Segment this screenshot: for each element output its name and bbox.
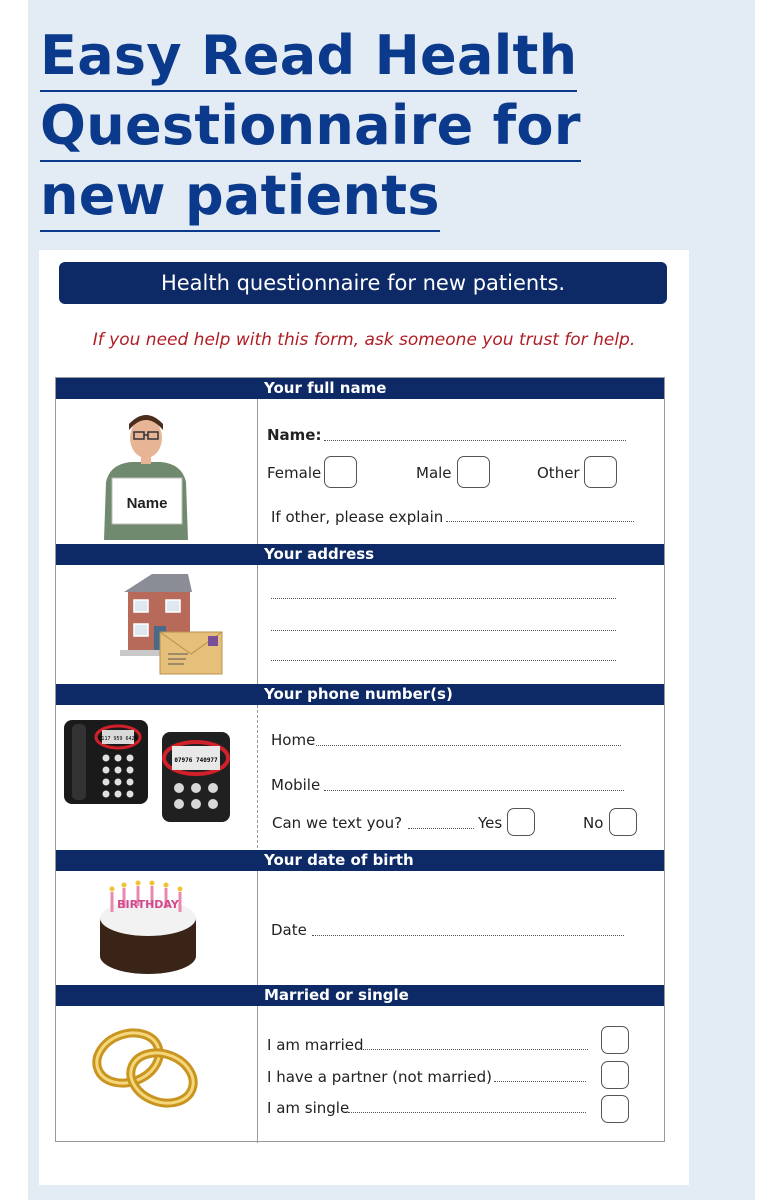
partner-checkbox[interactable] <box>601 1061 629 1089</box>
section-title-address: Your address <box>264 545 375 563</box>
column-divider <box>257 565 258 684</box>
mobile-phone-input-line[interactable] <box>324 790 624 791</box>
cake-text: BIRTHDAY <box>117 898 179 911</box>
section-header-name <box>56 378 664 399</box>
text-no-checkbox[interactable] <box>609 808 637 836</box>
text-no-label: No <box>583 814 604 832</box>
text-question-label: Can we text you? <box>272 814 403 832</box>
title-line-2: Questionnaire for <box>40 92 581 162</box>
address-line-3[interactable] <box>271 660 616 661</box>
married-label: I am married <box>267 1036 364 1054</box>
section-header-marital <box>56 985 664 1006</box>
date-label: Date <box>271 921 307 939</box>
landline-screen-text: 0117 959 6426 <box>98 736 138 742</box>
column-divider <box>257 399 258 544</box>
questionnaire-image <box>39 250 689 1185</box>
column-divider <box>257 705 258 848</box>
section-header-phone <box>56 684 664 705</box>
text-question-leader <box>408 828 474 829</box>
other-label: Other <box>537 464 580 482</box>
name-label: Name: <box>267 426 322 444</box>
single-label: I am single <box>267 1099 350 1117</box>
married-leader <box>363 1049 588 1050</box>
address-line-2[interactable] <box>271 630 616 631</box>
section-header-address <box>56 544 664 565</box>
page-title <box>40 22 581 232</box>
form-banner: Health questionnaire for new patients. <box>59 262 667 304</box>
column-divider <box>257 871 258 985</box>
home-phone-label: Home <box>271 731 316 749</box>
telephone-and-mobile-icon <box>62 718 242 826</box>
text-yes-label: Yes <box>478 814 503 832</box>
partner-leader <box>494 1081 586 1082</box>
section-header-dob <box>56 850 664 871</box>
male-label: Male <box>416 464 452 482</box>
single-leader <box>348 1112 586 1113</box>
home-phone-input-line[interactable] <box>316 745 621 746</box>
title-line-3: new patients <box>40 162 440 232</box>
address-line-1[interactable] <box>271 598 616 599</box>
single-checkbox[interactable] <box>601 1095 629 1123</box>
female-label: Female <box>267 464 322 482</box>
house-and-letter-icon <box>118 570 230 678</box>
section-title-marital: Married or single <box>264 986 409 1004</box>
name-input-line[interactable] <box>324 440 626 441</box>
birthday-cake-icon <box>98 878 198 978</box>
mobile-phone-label: Mobile <box>271 776 321 794</box>
person-holding-name-sign-icon <box>96 412 196 540</box>
section-title-dob: Your date of birth <box>264 851 414 869</box>
other-explain-label: If other, please explain <box>271 508 444 526</box>
help-text: If you need help with this form, ask someone you trust for help. <box>92 330 636 350</box>
title-line-1: Easy Read Health <box>40 22 577 92</box>
mobile-screen-text: 07976 740977 <box>174 757 218 764</box>
form-table <box>55 377 665 1142</box>
partner-label: I have a partner (not married) <box>267 1068 492 1086</box>
date-input-line[interactable] <box>312 935 624 936</box>
other-checkbox[interactable] <box>584 456 617 488</box>
sign-text: Name <box>126 495 168 512</box>
male-checkbox[interactable] <box>457 456 490 488</box>
section-title-phone: Your phone number(s) <box>264 685 453 703</box>
column-divider <box>257 1006 258 1143</box>
married-checkbox[interactable] <box>601 1026 629 1054</box>
female-checkbox[interactable] <box>324 456 357 488</box>
wedding-rings-icon <box>90 1018 204 1114</box>
other-explain-input-line[interactable] <box>446 521 634 522</box>
section-title-name: Your full name <box>264 379 387 397</box>
text-yes-checkbox[interactable] <box>507 808 535 836</box>
